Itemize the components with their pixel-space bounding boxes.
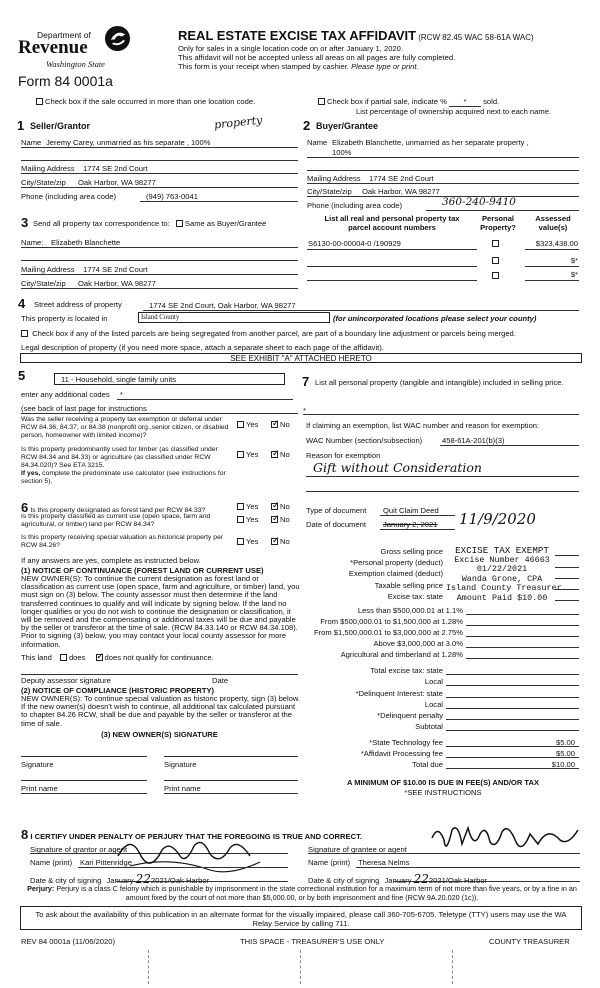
parcel-col-header-1: List all real and personal property tax xyxy=(324,214,460,223)
scan-mark-3 xyxy=(452,950,453,984)
q6b-no-checkbox[interactable] xyxy=(271,516,278,523)
form-title-row xyxy=(178,28,534,43)
q6c-yes-checkbox[interactable] xyxy=(237,538,244,545)
parcel-col-header xyxy=(304,214,480,232)
reason-value[interactable]: Gift without Consideration xyxy=(313,460,482,475)
q2-no[interactable] xyxy=(271,450,290,459)
personal-checkbox-3-box[interactable] xyxy=(492,272,499,279)
section-6-number: 6 xyxy=(21,500,29,515)
continuance-row[interactable] xyxy=(21,653,214,662)
assessed-col-header-1: Assessed xyxy=(535,214,571,223)
grantor-date-label: Date & city of signing xyxy=(30,876,102,885)
buyer-heading: Buyer/Grantee xyxy=(316,121,379,131)
grantee-name[interactable]: Theresa Nelms xyxy=(358,858,410,867)
parcel-account-1[interactable]: S6130-00-00004-0 /190929 xyxy=(308,239,401,248)
revenue-wordmark: Revenue xyxy=(18,37,88,58)
multi-location-label: Check box if the sale occurred in more than one location code. xyxy=(45,97,256,106)
street-label: Street address of property xyxy=(34,300,122,309)
q1-no-checkbox[interactable] xyxy=(271,421,278,428)
perjury-text: Perjury is a class C felony which is punishable by imprisonment in the state correctional institution for a maximum term of not more than five years, or by a fine in an amount fixed by the court of not more than $5,000.00, or by both imprisonment and fine (RCW 9A.20.020 (1c)). xyxy=(56,884,577,902)
personal-checkbox-1[interactable] xyxy=(492,239,501,248)
section-4-number: 4 xyxy=(18,296,26,311)
form-title: REAL ESTATE EXCISE TAX AFFIDAVIT xyxy=(178,28,417,43)
doc-date-typed[interactable]: January 2, 2021 xyxy=(383,520,438,529)
does-label: does xyxy=(68,653,86,662)
subtotal-label: Subtotal xyxy=(415,722,443,731)
q2-ifyes: If yes, xyxy=(21,470,41,477)
q2-no-checkbox[interactable] xyxy=(271,451,278,458)
grantee-signature[interactable] xyxy=(428,820,588,864)
additional-codes-value[interactable]: * xyxy=(120,390,123,399)
grantor-date-rest: 2021/Oak Harbor xyxy=(150,876,210,885)
stamp-line-3: 01/22/2021 xyxy=(476,564,528,575)
parcel-col-header-2: parcel account numbers xyxy=(348,223,436,232)
county-select[interactable] xyxy=(138,312,330,323)
q2-calc-note: complete the predominate use calculator (see instructions for section 5). xyxy=(21,470,226,485)
personal-property-value[interactable]: * xyxy=(303,406,306,415)
delinquent-penalty-label: *Delinquent penalty xyxy=(377,711,443,720)
buyer-city[interactable]: Oak Harbor, WA 98277 xyxy=(362,187,440,196)
same-as-buyer-label: Same as Buyer/Grantee xyxy=(184,219,267,228)
section-7-number: 7 xyxy=(302,374,310,389)
located-label: This property is located in xyxy=(21,314,108,323)
seller-phone-label: Phone (including area code) xyxy=(21,192,116,201)
q6a-no[interactable] xyxy=(271,502,290,511)
grantor-name[interactable]: Kari Pittenridge xyxy=(80,858,132,867)
q6c-no-checkbox[interactable] xyxy=(271,538,278,545)
does-checkbox[interactable] xyxy=(60,654,67,661)
alt-format-notice xyxy=(20,906,582,930)
q2-yes[interactable] xyxy=(237,450,258,459)
total-excise-label: Total excise tax: state xyxy=(370,666,443,675)
doc-date-label: Date of document xyxy=(306,520,366,529)
multi-location-row[interactable] xyxy=(36,97,255,106)
correspondence-mailing-label: Mailing Address xyxy=(21,265,75,274)
q6a-yes-label: Yes xyxy=(246,502,259,511)
stamp-line-5: Island County Treasurer xyxy=(446,583,562,594)
q1-yes-checkbox[interactable] xyxy=(237,421,244,428)
q1-yes-label: Yes xyxy=(246,420,259,429)
grantor-date-day: 22 xyxy=(135,872,151,886)
q6b-yes-checkbox[interactable] xyxy=(237,516,244,523)
grantee-date-rest: 2021/Oak Harbor xyxy=(428,876,488,885)
personal-col-header-2: Property? xyxy=(480,223,516,232)
perjury-notice xyxy=(24,885,580,902)
sold-label: sold. xyxy=(483,97,500,106)
seller-name[interactable]: Jeremy Carey, unmarried as his separate , 100% xyxy=(46,138,211,147)
exemption-deduct-label: Exemption claimed (deduct) xyxy=(348,569,443,578)
notice3-title: (3) NEW OWNER(S) SIGNATURE xyxy=(101,730,218,739)
header-line1: Only for sales in a single location code on or after January 1, 2020. xyxy=(178,44,403,53)
buyer-name-label: Name xyxy=(307,138,328,147)
personal-col-header xyxy=(474,214,522,232)
q6c-no[interactable] xyxy=(271,537,290,546)
q6-current-use-text: Is this property classified as current use (open space, farm and agricultural, or timber) land per RCW 84.34? xyxy=(21,513,211,528)
perjury-label: Perjury: xyxy=(27,884,55,893)
taxable-label: Taxable selling price xyxy=(374,581,443,590)
grantor-date-month: January xyxy=(106,876,134,885)
legal-description-field[interactable] xyxy=(20,353,582,363)
legal-label: Legal description of property (if you need more space, attach a separate sheet to each page of the affidavit). xyxy=(21,343,384,352)
correspondence-name[interactable]: Elizabeth Blanchette xyxy=(51,238,121,247)
wac-value[interactable]: 458-61A-201(b)(3) xyxy=(442,436,505,445)
buyer-phone[interactable]: 360-240-9410 xyxy=(442,196,516,208)
assessed-value-1[interactable]: $323,438.00 xyxy=(535,239,578,248)
list-pct-label: List percentage of ownership acquired next to each name. xyxy=(356,107,552,116)
q2-instructions xyxy=(21,470,235,486)
header-line3-row xyxy=(178,62,419,71)
treasurer-stamp xyxy=(446,545,562,604)
stamp-line-4: Wanda Grone, CPA xyxy=(461,573,543,584)
section-8-number: 8 xyxy=(21,827,29,842)
owner-signature-label-2: Signature xyxy=(164,760,197,769)
county-select-value: Island County xyxy=(141,314,180,321)
seller-mailing-label: Mailing Address xyxy=(21,164,75,173)
stamp-line-1: EXCISE TAX EXEMPT xyxy=(455,545,549,556)
correspondence-city-label: City/State/zip xyxy=(21,279,66,288)
use-code-value: 11 - Household, single family units xyxy=(61,375,177,384)
grantee-date-day: 22 xyxy=(413,872,429,886)
correspondence-label: Send all property tax correspondence to: xyxy=(33,219,170,228)
q2-timber-text: Is this property predominantly used for timber (as classified under RCW 84.34 and 84.33) or agriculture (as classified under RCW 84.34.020)? See ETA 3215. xyxy=(21,446,218,469)
partial-sale-row[interactable] xyxy=(318,97,499,107)
doc-type-label: Type of document xyxy=(306,506,367,515)
header-line3b: Please type or print. xyxy=(351,62,419,71)
notice1-title: (1) NOTICE OF CONTINUANCE (FOREST LAND OR CURRENT USE) xyxy=(21,566,264,575)
this-land-label: This land xyxy=(21,653,52,662)
segregated-row[interactable] xyxy=(21,329,516,338)
grantee-signature-label: Signature of grantee or agent xyxy=(308,845,407,854)
additional-codes-label: enter any additional codes xyxy=(21,390,110,399)
q2-yes-label: Yes xyxy=(246,450,259,459)
deputy-date-label: Date xyxy=(212,676,229,685)
tier3-label: From $1,500,000.01 to $3,000,000 at 2.75% xyxy=(313,628,463,637)
q6-forest-text: Is this property designated as forest land per RCW 84.33? xyxy=(30,507,206,514)
correspondence-mailing[interactable]: 1774 SE 2nd Court xyxy=(83,265,148,274)
form-rcw: (RCW 82.45 WAC 58-61A WAC) xyxy=(418,33,534,42)
multi-location-checkbox[interactable] xyxy=(36,98,43,105)
section-1-number: 1 xyxy=(17,118,25,133)
local-label-1: Local xyxy=(424,677,443,686)
assessed-value-2[interactable]: $* xyxy=(570,256,578,265)
stamp-line-6: Amount Paid $10.00 xyxy=(456,592,548,603)
seller-heading: Seller/Grantor xyxy=(30,121,91,131)
correspondence-name-label: Name: xyxy=(21,238,44,247)
q1-yes[interactable] xyxy=(237,420,258,429)
q2-yes-checkbox[interactable] xyxy=(237,451,244,458)
any-yes-note: If any answers are yes, complete as instructed below. xyxy=(21,556,201,565)
partial-sale-checkbox[interactable] xyxy=(318,98,325,105)
tier1-label: Less than $500,000.01 at 1.1% xyxy=(357,606,463,615)
personal-checkbox-1-box[interactable] xyxy=(492,240,499,247)
q1-exemption-text: Was the seller receiving a property tax exemption or deferral under RCW 84.36, 84.37, or 84.38 (nonprofit org.,senior citizen, or disabled person, homeowner with limited income)? xyxy=(21,416,229,439)
segregated-checkbox[interactable] xyxy=(21,330,28,337)
state-label: Washington State xyxy=(46,59,105,69)
seller-handwritten-note: property xyxy=(213,113,263,132)
doc-type-value[interactable]: Quit Claim Deed xyxy=(383,506,439,515)
owner-print-name-label-1: Print name xyxy=(21,784,58,793)
buyer-mailing[interactable]: 1774 SE 2nd Court xyxy=(369,174,434,183)
q2-no-label: No xyxy=(280,450,290,459)
certify-statement: I CERTIFY UNDER PENALTY OF PERJURY THAT THE FOREGOING IS TRUE AND CORRECT. xyxy=(30,832,362,841)
personal-checkbox-3[interactable] xyxy=(492,271,501,280)
deputy-signature-label: Deputy assessor signature xyxy=(21,676,111,685)
form-number: Form 84 0001a xyxy=(18,73,113,89)
tech-fee-label: *State Technology fee xyxy=(369,738,443,747)
header-line2: This affidavit will not be accepted unless all areas on all pages are fully completed. xyxy=(178,53,456,62)
wac-label: WAC Number (section/subsection) xyxy=(306,436,423,445)
dept-label: Department of xyxy=(37,30,91,40)
section-2-number: 2 xyxy=(303,118,311,133)
q1-no-label: No xyxy=(280,420,290,429)
rev-label: REV 84 0001a (11/06/2020) xyxy=(21,937,116,946)
gross-label: Gross selling price xyxy=(380,547,443,556)
correspondence-row[interactable] xyxy=(33,219,266,228)
doc-date-handwritten[interactable]: 11/9/2020 xyxy=(459,510,536,528)
partial-sale-value[interactable]: * xyxy=(449,97,481,107)
personal-checkbox-2-box[interactable] xyxy=(492,257,499,264)
grantee-date-month: January xyxy=(384,876,412,885)
alt-format-text: To ask about the availability of this publication in an alternate format for the visually impaired, please call 360-705-6705. Teletype (TTY) users may use the WA Relay Service by calling 711. xyxy=(35,910,567,928)
same-as-buyer-checkbox[interactable] xyxy=(176,220,183,227)
seller-phone[interactable]: (949) 763-0041 xyxy=(146,192,198,201)
unincorporated-note: (for unincorporated locations please select your county) xyxy=(333,314,537,323)
processing-fee-value[interactable]: $5.00 xyxy=(555,749,575,758)
exemption-label: If claiming an exemption, list WAC number and reason for exemption: xyxy=(306,421,540,430)
q6c-no-label: No xyxy=(280,537,290,546)
see-instructions-note: *SEE INSTRUCTIONS xyxy=(404,788,482,797)
partial-sale-label: Check box if partial sale, indicate % xyxy=(327,97,447,106)
tier4-label: Above $3,000,000 at 3.0% xyxy=(373,639,463,648)
grantee-date-label: Date & city of signing xyxy=(308,876,380,885)
local-label-2: Local xyxy=(424,700,443,709)
grantee-name-label: Name (print) xyxy=(308,858,351,867)
personal-deduct-label: *Personal property (deduct) xyxy=(350,558,443,567)
q6-historic-text: Is this property receiving special valuation as historical property per RCW 84.26? xyxy=(21,534,224,549)
does-not-checkbox[interactable] xyxy=(96,654,103,661)
stamp-line-2: Excise Number 46663 xyxy=(454,554,550,565)
buyer-phone-label: Phone (including area code) xyxy=(307,201,402,210)
q6b-yes-label: Yes xyxy=(246,515,259,524)
excise-state-label: Excise tax: state xyxy=(387,592,443,601)
reason-label: Reason for exemption xyxy=(306,451,381,460)
see-back-label: (see back of last page for instructions xyxy=(21,404,147,413)
correspondence-city[interactable]: Oak Harbor, WA 98277 xyxy=(78,279,156,288)
tier5-label: Agricultural and timberland at 1.28% xyxy=(340,650,463,659)
scan-mark-2 xyxy=(300,950,301,984)
seller-name-label: Name xyxy=(21,138,42,147)
processing-fee-label: *Affidavit Processing fee xyxy=(360,749,443,758)
scan-mark-1 xyxy=(148,950,149,984)
q6a-yes[interactable] xyxy=(237,502,258,511)
tech-fee-value[interactable]: $5.00 xyxy=(555,738,575,747)
notice1-text: NEW OWNER(S): To continue the current designation as forest land or classification as current use (open space, farm and agriculture, or timber) land, you must sign on (3) below. The county assessor must then determine if the land transferred continues to qualify and will indicate by signing below. If the land no longer qualifies or you do not wish to continue the designation or classification, it will be removed and the compensating or additional taxes will be due and payable by the seller or transferor at the time of sale. (RCW 84.33.140 or RCW 84.34.108). Prior to signing (3) below, you may contact your local county assessor for more information. xyxy=(21,574,300,649)
owner-print-name-label-2: Print name xyxy=(164,784,201,793)
seller-mailing[interactable]: 1774 SE 2nd Court xyxy=(83,164,148,173)
grantor-name-label: Name (print) xyxy=(30,858,73,867)
logo-icon xyxy=(104,25,131,52)
grantor-signature-label: Signature of grantor or agent xyxy=(30,845,128,854)
buyer-name[interactable]: Elizabeth Blanchette, unmarried as her separate property , xyxy=(332,138,529,147)
q6a-no-label: No xyxy=(280,502,290,511)
q6b-no[interactable] xyxy=(271,515,290,524)
street-value[interactable]: 1774 SE 2nd Court, Oak Harbor, WA 98277 xyxy=(149,301,296,310)
header-line3: This form is your receipt when stamped by cashier. xyxy=(178,62,349,71)
delinquent-interest-label: *Delinquent Interest: state xyxy=(355,689,443,698)
personal-property-label: List all personal property (tangible and intangible) included in selling price. xyxy=(315,378,564,387)
does-not-label: does not qualify for continuance. xyxy=(104,653,214,662)
notice2-text: NEW OWNER(S): To continue special valuation as historic property, sign (3) below. If the new owner(s) doesn't wish to continue, all additional tax calculated pursuant to chapter 84.26 RCW, shall be due and payable by the seller or transferor at the time of sale. xyxy=(21,694,301,728)
owner-signature-label-1: Signature xyxy=(21,760,54,769)
section-5-number: 5 xyxy=(18,368,26,383)
q6b-yes[interactable] xyxy=(237,515,258,524)
buyer-city-label: City/State/zip xyxy=(307,187,352,196)
section-3-number: 3 xyxy=(21,215,29,230)
q6c-yes[interactable] xyxy=(237,537,258,546)
county-treasurer-label: COUNTY TREASURER xyxy=(489,937,570,946)
total-due-label: Total due xyxy=(412,760,443,769)
q6c-yes-label: Yes xyxy=(246,537,259,546)
use-code-field[interactable] xyxy=(54,373,285,385)
treasurer-only-label: THIS SPACE - TREASURER'S USE ONLY xyxy=(240,937,385,946)
personal-checkbox-2[interactable] xyxy=(492,256,501,265)
q6a-no-checkbox[interactable] xyxy=(271,503,278,510)
tier2-label: From $500,000.01 to $1,500,000 at 1.28% xyxy=(320,617,463,626)
q1-no[interactable] xyxy=(271,420,290,429)
assessed-value-3[interactable]: $* xyxy=(570,270,578,279)
assessed-col-header-2: value(s) xyxy=(538,223,568,232)
notice2-title: (2) NOTICE OF COMPLIANCE (HISTORIC PROPERTY) xyxy=(21,686,215,695)
q6b-no-label: No xyxy=(280,515,290,524)
segregated-label: Check box if any of the listed parcels are being segregated from another parcel, are part of a boundary line adjustment or parcels being merged. xyxy=(32,329,516,338)
minimum-due-note: A MINIMUM OF $10.00 IS DUE IN FEE(S) AND/OR TAX xyxy=(346,778,540,787)
assessed-col-header xyxy=(526,214,580,232)
buyer-mailing-label: Mailing Address xyxy=(307,174,361,183)
total-due-value[interactable]: $10.00 xyxy=(551,760,575,769)
buyer-name-cont[interactable]: 100% xyxy=(332,148,352,157)
seller-city-label: City/State/zip xyxy=(21,178,66,187)
seller-city[interactable]: Oak Harbor, WA 98277 xyxy=(78,178,156,187)
personal-col-header-1: Personal xyxy=(481,214,515,223)
legal-description: SEE EXHIBIT "A" ATTACHED HERETO xyxy=(230,354,372,363)
q6a-yes-checkbox[interactable] xyxy=(237,503,244,510)
